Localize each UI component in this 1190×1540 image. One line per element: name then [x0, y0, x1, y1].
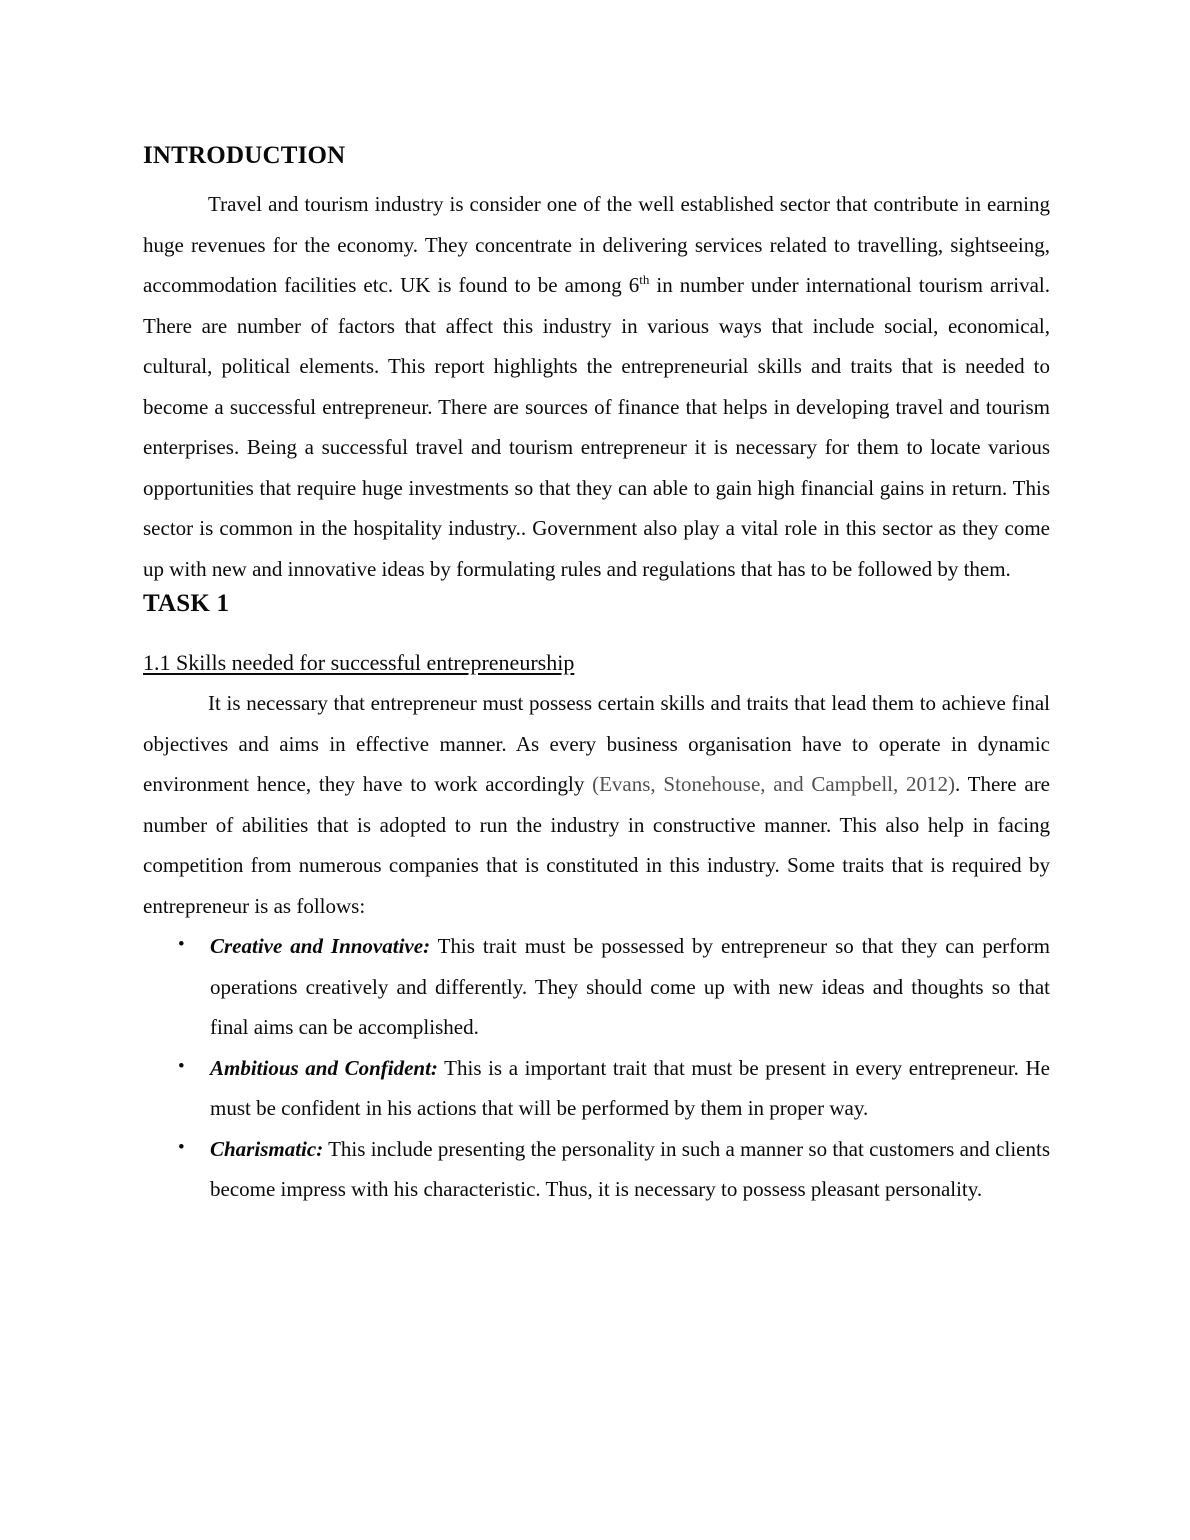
bullet-icon: • — [178, 934, 185, 955]
skills-paragraph-text-continued: . There are number of abilities that is adopted to run the industry in constructive manner. This also help in facing competition from numerous companies that is constituted in this industry. Some traits that is required by entrepreneur is as follows: — [143, 772, 1051, 918]
section-heading: 1.1 Skills needed for successful entrepreneurship — [143, 650, 575, 675]
skills-paragraph-text: It is necessary that entrepreneur must possess certain skills and traits that lead them to achieve final objectives and aims in effective manner. As every business organisation have to operate in dynamic environment hence, they have to work accordingly — [143, 691, 1050, 796]
bullet-icon: • — [178, 1055, 185, 1077]
trait-description: This trait must be possessed by entrepreneur so that they can perform operations creatively and differently. They should come up with new ideas and thoughts so that final aims can be accomplished. — [210, 934, 1050, 1039]
trait-description: This include presenting the personality in such a manner so that customers and clients become impress with his characteristic. Thus, it is necessary to possess pleasant personality. — [210, 1136, 1050, 1201]
ordinal-superscript: th — [639, 272, 650, 287]
list-item-creative-innovative — [143, 926, 1050, 1048]
list-item-charismatic — [143, 1129, 1050, 1210]
citation-reference: (Evans, Stonehouse, and Campbell, 2012) — [592, 772, 956, 796]
bullet-icon: • — [178, 1136, 185, 1158]
intro-paragraph-text: Travel and tourism industry is consider one of the well established sector that contribute in earning huge revenues for the economy. They concentrate in delivering services related to travelling, sightseeing, accommodation facilities etc. UK is found to be among 6 — [143, 192, 1050, 297]
trait-lead-label: Creative and Innovative: — [210, 934, 431, 958]
intro-paragraph-text-continued: in number under international tourism arrival. There are number of factors that affect this industry in various ways that include social, economical, cultural, political elements. This report highlights the entrepreneurial skills and traits that is needed to become a successful entrepreneur. There are sources of finance that helps in developing travel and tourism enterprises. Being a successful travel and tourism entrepreneur it is necessary for them to locate various opportunities that require huge investments so that they can able to gain high financial gains in return. This sector is common in the hospitality industry.. Government also play a vital role in this sector as they come up with new and innovative ideas by formulating rules and regulations that has to be followed by them. — [143, 273, 1051, 581]
trait-lead-label: Ambitious and Confident: — [210, 1055, 438, 1080]
intro-heading: INTRODUCTION — [143, 142, 346, 169]
intro-paragraph — [143, 184, 1050, 589]
skills-paragraph — [143, 683, 1050, 926]
trait-description: This is a important trait that must be present in every entrepreneur. He must be confident in his actions that will be performed by them in proper way. — [210, 1055, 1050, 1120]
task-heading: TASK 1 — [143, 590, 230, 617]
traits-list — [143, 926, 1050, 1210]
trait-lead-label: Charismatic: — [210, 1136, 324, 1161]
list-item-ambitious-confident — [143, 1048, 1050, 1129]
